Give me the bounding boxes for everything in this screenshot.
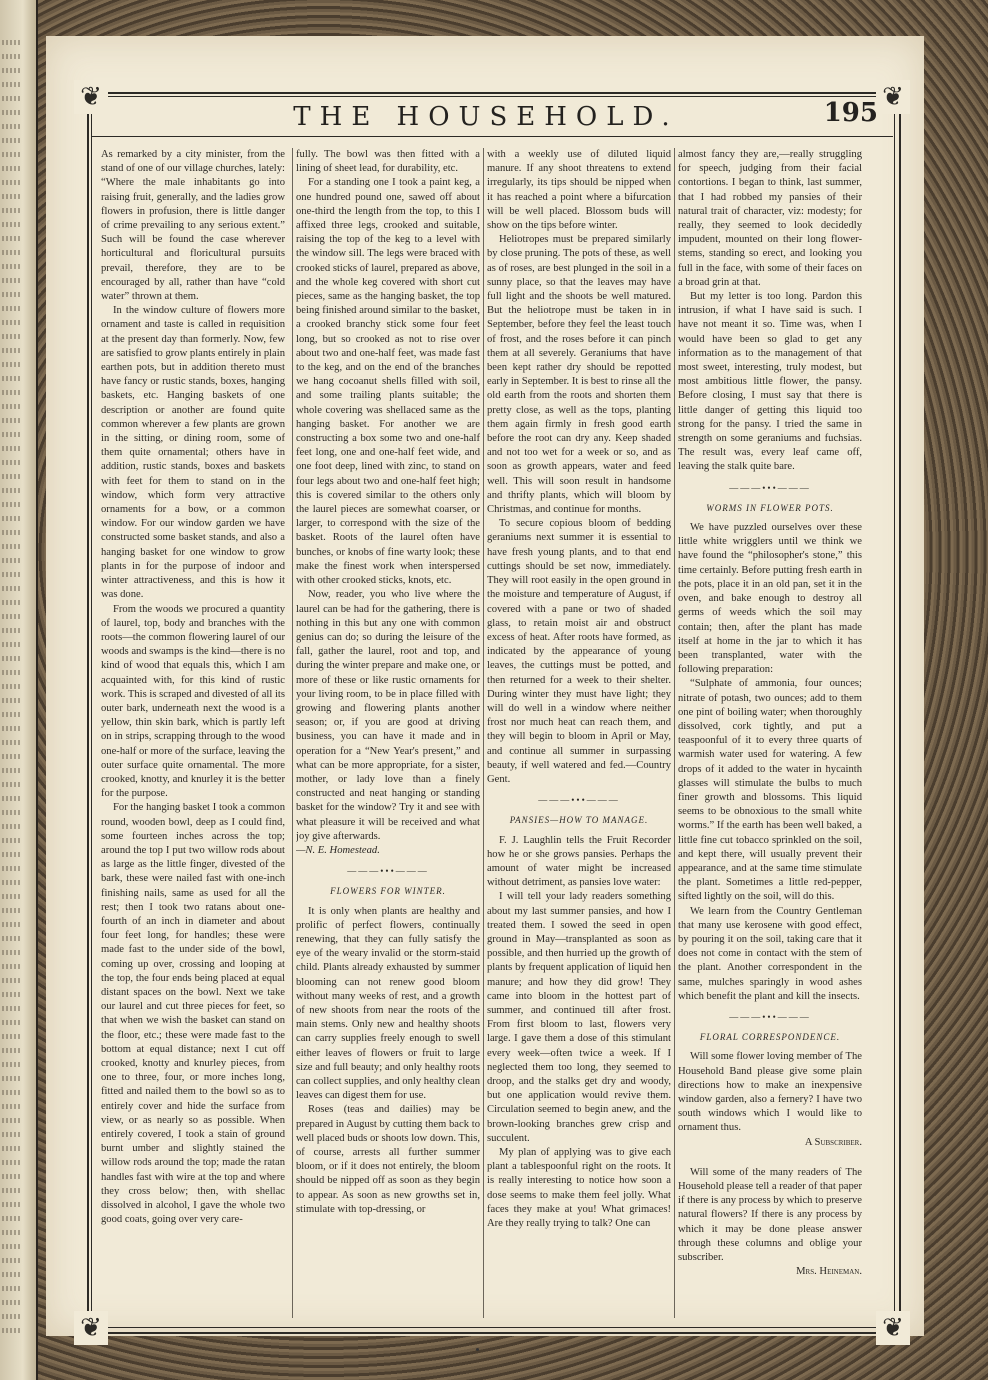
section-ornament: ———•••——— <box>347 866 429 877</box>
adjacent-page-text-strip <box>2 488 20 493</box>
adjacent-page-text-strip <box>2 348 20 353</box>
paragraph: For the hanging basket I took a common round, wooden bowl, deep as I could find, some fourteen inches across the top; around the top I put two willow rods about as large as the little finger, divested of the bark, these were nailed fast with one-inch finishing nails, same as used for all the rest; then I took two ratans about one-fourth of an inch in diameter and about four feet long, for handles; these were made fast to the under side of the bowl, coming up over, crossing and looping at the top, the four ends being placed at equal distant spaces on the bowl. Next we take our laurel and cut three pieces for feet, so that when we wish the basket can stand on the floor, etc.; these were made fast to the bottom at equal distance; next I cut off crooked, knotty and knurley pieces, from one to three, four, or more inches long, fitted and nailed them to the bowl so as to entirely cover and hide the surface from view, or as nearly so as possible. When entirely covered, I took a stain of ground burnt umber and slightly stained the willow rods around the top; made the ratan handles fast with wire at the top and where they cross below; then, with shellac dissolved in alcohol, I gave the whole two good coats, going over very care- <box>101 802 285 1226</box>
signature: A Subscriber. <box>804 1136 862 1148</box>
adjacent-page-text-strip <box>2 180 20 185</box>
page-title: THE HOUSEHOLD. <box>293 102 679 132</box>
adjacent-page-text-strip <box>2 852 20 857</box>
adjacent-page-text-strip <box>2 810 20 815</box>
adjacent-page-text-strip <box>2 390 20 395</box>
adjacent-page-text-strip <box>2 138 20 143</box>
adjacent-page-text-strip <box>2 446 20 451</box>
adjacent-page-text-strip <box>2 698 20 703</box>
adjacent-page-text-strip <box>2 96 20 101</box>
adjacent-page-text-strip <box>2 754 20 759</box>
paragraph: In the window culture of flowers more ornament and taste is called in requisition at the present day than formerly. Now, few are satisfied to grow plants entirely in plain earthen pots, but in addition thereto must have fancy or rustic stands, boxes, hanging baskets, etc. Hanging baskets of one description or another are found quite common wherever a few plants are grown in the sitting, or dining room, some of them quite ornamental; others have in addition, rustic stands, boxes and baskets with feet for them to stand on in the window, which form very attractive ornaments for a bow, or a common window. For our window garden we have constructed some basket stands, and also a hanging basket for one window to grow plants in for the purpose of indoor and winter attractiveness, and this is how it was done. <box>101 305 285 601</box>
adjacent-page-text-strip <box>2 1090 20 1095</box>
adjacent-page-text-strip <box>2 838 20 843</box>
adjacent-page-text-strip <box>2 600 20 605</box>
adjacent-page-text-strip <box>2 1048 20 1053</box>
adjacent-page-text-strip <box>2 40 20 45</box>
column-rule <box>674 148 675 1318</box>
adjacent-page-text-strip <box>2 1216 20 1221</box>
adjacent-page-text-strip <box>2 544 20 549</box>
paragraph: almost fancy they are,—really struggling for speech, judging from their facial contortions. I began to think, last summer, that I had robbed my pansies of their natural trait of character, viz: modesty; for really, they seemed to look decidedly impudent, mounted on their long flower-stems, standing so erect, and looking you full in the face, with some of their faces on a broad grin at that. <box>678 149 862 288</box>
adjacent-page-text-strip <box>2 964 20 969</box>
adjacent-page-text-strip <box>2 866 20 871</box>
paragraph: But my letter is too long. Pardon this intrusion, if what I have said is such. I have not meant it so. Time was, when I would have been so glad to get any information as to the management of that most sweet, interesting, truly modest, but most ambitious little flower, the pansy. Before closing, I must say that there is little danger of getting this liquid too strong for the pansy. I tried the same in strength on some geraniums and fuchsias. The result was, every leaf came off, leaving the stalk quite bare. <box>678 291 862 473</box>
adjacent-page-text-strip <box>2 1174 20 1179</box>
adjacent-page-text-strip <box>2 642 20 647</box>
adjacent-page-text-strip <box>2 1244 20 1249</box>
adjacent-page-text-strip <box>2 1034 20 1039</box>
paragraph: with a weekly use of diluted liquid manure. If any shoot threatens to extend irregularly, its tips should be nipped when it has reached a point where a bifurcation will be well placed. Blossom buds will show on the tips before winter. <box>487 149 671 232</box>
paragraph: fully. The bowl was then fitted with a lining of sheet lead, for durability, etc. <box>296 149 480 175</box>
adjacent-page-text-strip <box>2 1272 20 1277</box>
adjacent-page-text-strip <box>2 1328 20 1333</box>
text-column-4 <box>678 148 862 1320</box>
text-column-3 <box>487 148 671 1320</box>
paragraph: My plan of applying was to give each plant a tablespoonful right on the roots. It is really interesting to notice how soon a dose seems to make them feel jolly. What faces they make at you! What grimaces! Are they really trying to talk? One can <box>487 1147 671 1230</box>
adjacent-page-text-strip <box>2 376 20 381</box>
adjacent-page-text-strip <box>2 194 20 199</box>
adjacent-page-edge <box>0 0 38 1380</box>
paragraph: I will tell your lady readers something about my last summer pansies, and how I treated them. I sowed the seed in open ground in May—transplanted as soon as possible, and then hurried up the growth of plants by frequent application of liquid hen manure; and how they did grow! They came into bloom in the hottest part of summer, and continued till after frost. From first bloom to last, flowers very large. I gave them a dose of this stimulant every week—often twice a week. If I neglected them too long, they seemed to droop, and the stalks get dry and woody, but one application would revive them. Circulation seemed to begin anew, and the brown-looking branches grew crisp and succulent. <box>487 891 671 1144</box>
page <box>46 36 924 1343</box>
adjacent-page-text-strip <box>2 530 20 535</box>
paragraph: We learn from the Country Gentleman that many use kerosene with good effect, by pouring it on the soil, taking care that it does not come in contact with the stem of the plant. Another correspondent in the same, mulches sparingly in wood ashes which benefit the plant and kill the insects. <box>678 905 862 1002</box>
section-heading: WORMS IN FLOWER POTS. <box>706 502 834 513</box>
adjacent-page-text-strip <box>2 586 20 591</box>
adjacent-page-text-strip <box>2 1076 20 1081</box>
adjacent-page-text-strip <box>2 740 20 745</box>
adjacent-page-text-strip <box>2 1062 20 1067</box>
adjacent-page-text-strip <box>2 1104 20 1109</box>
paragraph: As remarked by a city minister, from the stand of one of our village churches, lately: “Where the male inhabitants go into raising fruit, generally, and the ladies grow flowers in profusion, there is little danger of crime prevailing to any serious extent.” Such will be found the case wherever horticultural and floricultural pursuits prevail, therefore, they are to be encouraged by all, rather than have “cold water” thrown at them. <box>101 149 285 303</box>
paragraph: Heliotropes must be prepared similarly by close pruning. The pots of these, as well as of roses, are best plunged in the soil in a sunny place, so that the leaves may have full light and the shoots be well matured. But the heliotrope must be taken in in September, before they feel the least touch of frost, and the roses before it can pinch them at all severely. Geraniums that have been kept rather dry should be repotted early in September. It is best to rinse all the old earth from the roots and shorten them pretty close, as well as the tops, planting them again firmly in fresh good earth before the root can dry any. Keep shaded and not too wet for a week or so, and as soon as growth appears, water and feed well. This will soon result in handsome and thrifty plants, which will bloom by Christmas, and continue for months. <box>487 234 671 516</box>
adjacent-page-text-strip <box>2 404 20 409</box>
section-ornament: ———•••——— <box>538 795 620 806</box>
adjacent-page-text-strip <box>2 54 20 59</box>
adjacent-page-text-strip <box>2 1020 20 1025</box>
adjacent-page-text-strip <box>2 278 20 283</box>
adjacent-page-text-strip <box>2 418 20 423</box>
section-ornament: ———•••——— <box>729 1011 811 1022</box>
paragraph: We have puzzled ourselves over these little white wrigglers until we think we have found the “philosopher's stone,” this time certainly. Before putting fresh earth in the pots, place it in an old pan, set it in the oven, and bake enough to destroy all germs of weeds which the soil may contain; then, after the plant has made itself at home in the jar to which it has been transplanted, water with the following preparation: <box>678 522 862 676</box>
adjacent-page-text-strip <box>2 670 20 675</box>
adjacent-page-text-strip <box>2 712 20 717</box>
adjacent-page-text-strip <box>2 222 20 227</box>
adjacent-page-text-strip <box>2 82 20 87</box>
paragraph: Now, reader, you who live where the laurel can be had for the gathering, there is nothing in this but any one with common genius can do; so during the leisure of the fall, gather the laurel, root and top, and during the winter prepare and make one, or more of these or like rustic ornaments for your living room, to be in place filled with growing and flowering plants another season; or, if you are good at driving business, you can have it made and in operation for a “New Year's present,” and what can be more appropriate, for a sister, mother, or lady love than a finely constructed and neat hanging or standing basket for the window? Try it and see with what pleasure it will be received and what joy give afterwards. <box>296 589 480 842</box>
adjacent-page-text-strip <box>2 320 20 325</box>
adjacent-page-text-strip <box>2 992 20 997</box>
adjacent-page-text-strip <box>2 1258 20 1263</box>
adjacent-page-text-strip <box>2 1132 20 1137</box>
column-rule <box>292 148 293 1318</box>
page-number: 195 <box>823 98 878 128</box>
paragraph: From the woods we procured a quantity of laurel, top, body and branches with the roots—the common flowering laurel of our woods and swamps is the kind—there is no kind of wood that equals this, which I am acquainted with, for this kind of rustic work. This is scraped and divested of all its outer bark, underneath next the wood is a yellow, thin skin bark, which is partly left on in strips, scrapping through to the wood one-half or more of the surface, leaving the outer surface quite ornamental. The more crooked, knotty, and knurley it is the better for the purpose. <box>101 603 285 800</box>
adjacent-page-text-strip <box>2 502 20 507</box>
adjacent-page-text-strip <box>2 1006 20 1011</box>
adjacent-page-text-strip <box>2 166 20 171</box>
adjacent-page-text-strip <box>2 894 20 899</box>
adjacent-page-text-strip <box>2 558 20 563</box>
adjacent-page-text-strip <box>2 1230 20 1235</box>
adjacent-page-text-strip <box>2 978 20 983</box>
adjacent-page-text-strip <box>2 1286 20 1291</box>
adjacent-page-text-strip <box>2 334 20 339</box>
section-heading: PANSIES—HOW TO MANAGE. <box>509 815 649 826</box>
adjacent-page-text-strip <box>2 1118 20 1123</box>
spacer <box>678 1156 862 1166</box>
adjacent-page-text-strip <box>2 1314 20 1319</box>
adjacent-page-text-strip <box>2 656 20 661</box>
corner-ornament-top-left: ❦ <box>74 80 108 114</box>
adjacent-page-text-strip <box>2 950 20 955</box>
corner-ornament-bottom-left: ❦ <box>74 1311 108 1345</box>
paragraph: Roses (teas and dailies) may be prepared in August by cutting them back to well placed buds or shoots low down. This, of course, arrests all further summer bloom, or if it does not entirely, the bloom should be nipped off as soon as they begin to appear. As soon as new growths set in, stimulate with top-dressing, or <box>296 1104 480 1215</box>
paragraph: It is only when plants are healthy and prolific of perfect flowers, continually renewing, that they can fully satisfy the eye of the weary invalid or the storm-staid child. Plants already exhausted by summer blooming can not renew good bloom without many weeks of rest, and a growth of new shoots from near the roots of the main stems. Only new and healthy shoots can carry supplies freely enough to swell either leaves of flowers or fruit to large size and full beauty; and only healthy roots can collect supplies, and only healthy clean leaves can digest them for use. <box>296 905 480 1102</box>
adjacent-page-text-strip <box>2 110 20 115</box>
header-rule <box>91 136 893 137</box>
paragraph: To secure copious bloom of bedding geraniums next summer it is essential to have fresh young plants, and to that end cuttings should be set now, immediately. They will root easily in the open ground in the moisture and temperature of August, if covered with a pane or two of shaded glass, to retain moist air and obstruct excess of heat. After roots have formed, as indicated by the appearance of young leaves, the cuttings must be potted, and then returned for a week to their shelter. During winter they must have light; they will do well in a window where neither frost nor much heat can reach them, and they will begin to bloom in April or May, and continue all summer in surpassing beauty, if well watered and fed.—Country Gent. <box>487 518 671 785</box>
adjacent-page-text-strip <box>2 292 20 297</box>
adjacent-page-text-strip <box>2 68 20 73</box>
adjacent-page-text-strip <box>2 432 20 437</box>
adjacent-page-text-strip <box>2 460 20 465</box>
adjacent-page-text-strip <box>2 684 20 689</box>
adjacent-page-text-strip <box>2 362 20 367</box>
adjacent-page-text-strip <box>2 1160 20 1165</box>
adjacent-page-text-strip <box>2 880 20 885</box>
text-column-1 <box>101 148 285 1320</box>
adjacent-page-text-strip <box>2 824 20 829</box>
adjacent-page-text-strip <box>2 124 20 129</box>
section-heading: FLOWERS FOR WINTER. <box>330 886 446 897</box>
section-heading: FLORAL CORRESPONDENCE. <box>699 1032 841 1043</box>
paragraph: For a standing one I took a paint keg, a one hundred pound one, sawed off about one-third the length from the top, to this I affixed three legs, crooked and suitable, raising the top of the keg to a level with the window sill. The legs were braced with crooked sticks of laurel, prepared as above, and the whole keg covered with short cut pieces, same as the hanging basket, the top being finished around similar to the basket, a crooked branchy stick some four feet long, but so crooked as not to rise over about two and one-half feet, was made fast to the keg, and on the end of the branches we hang cocoanut shells filled with soil, and some trailing plants suitable; the whole covering was shellaced same as the hanging basket. For another we are constructing a box some two and one-half feet long, one and one-half feet wide, and one foot deep, lined with zinc, to stand on four legs about two and one-half feet high; this is covered similar to the others only the laurel pieces are somewhat coarser, or larger, to correspond with the size of the basket. Roots of the laurel often have bunches, or knobs of fine warty look; these make the finest work when interspersed with other crooked sticks, knots, etc. <box>296 177 480 587</box>
adjacent-page-text-strip <box>2 250 20 255</box>
adjacent-page-text-strip <box>2 796 20 801</box>
adjacent-page-text-strip <box>2 726 20 731</box>
paragraph: Will some of the many readers of The Household please tell a reader of that paper if there is any process by which to preserve natural flowers? If there is any process by which it may be done please answer through these columns and oblige your subscriber. <box>678 1166 862 1264</box>
adjacent-page-text-strip <box>2 1202 20 1207</box>
adjacent-page-text-strip <box>2 614 20 619</box>
adjacent-page-text-strip <box>2 1146 20 1151</box>
adjacent-page-text-strip <box>2 782 20 787</box>
paragraph: Will some flower loving member of The Household Band please give some plain directions how to make an inexpensive window garden, also a fernery? I have two south windows which I would like to ornament thus. <box>678 1051 862 1134</box>
page-mark <box>476 1348 479 1351</box>
paragraph: “Sulphate of ammonia, four ounces; nitrate of potash, two ounces; add to them one pint of boiling water; when thoroughly dissolved, cork tightly, and put a teaspoonful of it to every three quarts of warmish water used for watering. A few drops of it added to the water in hycainth glasses will stimulate the bulbs to much finer growth and blossoms. This liquid seems to be obnoxious to the small white worms.” If the earth has been well baked, a little fine cut tobacco sprinkled on the soil, and kept there, will usually prevent their appearance, and at the same time stimulate the plant. Sometimes a little red-pepper, sifted lightly on the soil, will do this. <box>678 678 862 903</box>
corner-ornament-bottom-right: ❦ <box>876 1311 910 1345</box>
adjacent-page-text-strip <box>2 236 20 241</box>
adjacent-page-text-strip <box>2 474 20 479</box>
adjacent-page-text-strip <box>2 908 20 913</box>
adjacent-page-text-strip <box>2 208 20 213</box>
paragraph: F. J. Laughlin tells the Fruit Recorder how he or she grows pansies. Perhaps the amount of water might be increased without detriment, as pansies love water: <box>487 834 671 889</box>
signature: Mrs. Heineman. <box>796 1266 862 1278</box>
adjacent-page-text-strip <box>2 768 20 773</box>
adjacent-page-text-strip <box>2 1188 20 1193</box>
adjacent-page-text-strip <box>2 1300 20 1305</box>
adjacent-page-text-strip <box>2 936 20 941</box>
adjacent-page-text-strip <box>2 516 20 521</box>
text-column-2 <box>296 148 480 1320</box>
adjacent-page-text-strip <box>2 152 20 157</box>
adjacent-page-text-strip <box>2 306 20 311</box>
adjacent-page-text-strip <box>2 922 20 927</box>
section-ornament: ———•••——— <box>729 482 811 493</box>
column-rule <box>483 148 484 1318</box>
corner-ornament-top-right: ❦ <box>876 80 910 114</box>
adjacent-page-text-strip <box>2 572 20 577</box>
adjacent-page-text-strip <box>2 264 20 269</box>
adjacent-page-text-strip <box>2 628 20 633</box>
signature: —N. E. Homestead. <box>296 844 380 856</box>
